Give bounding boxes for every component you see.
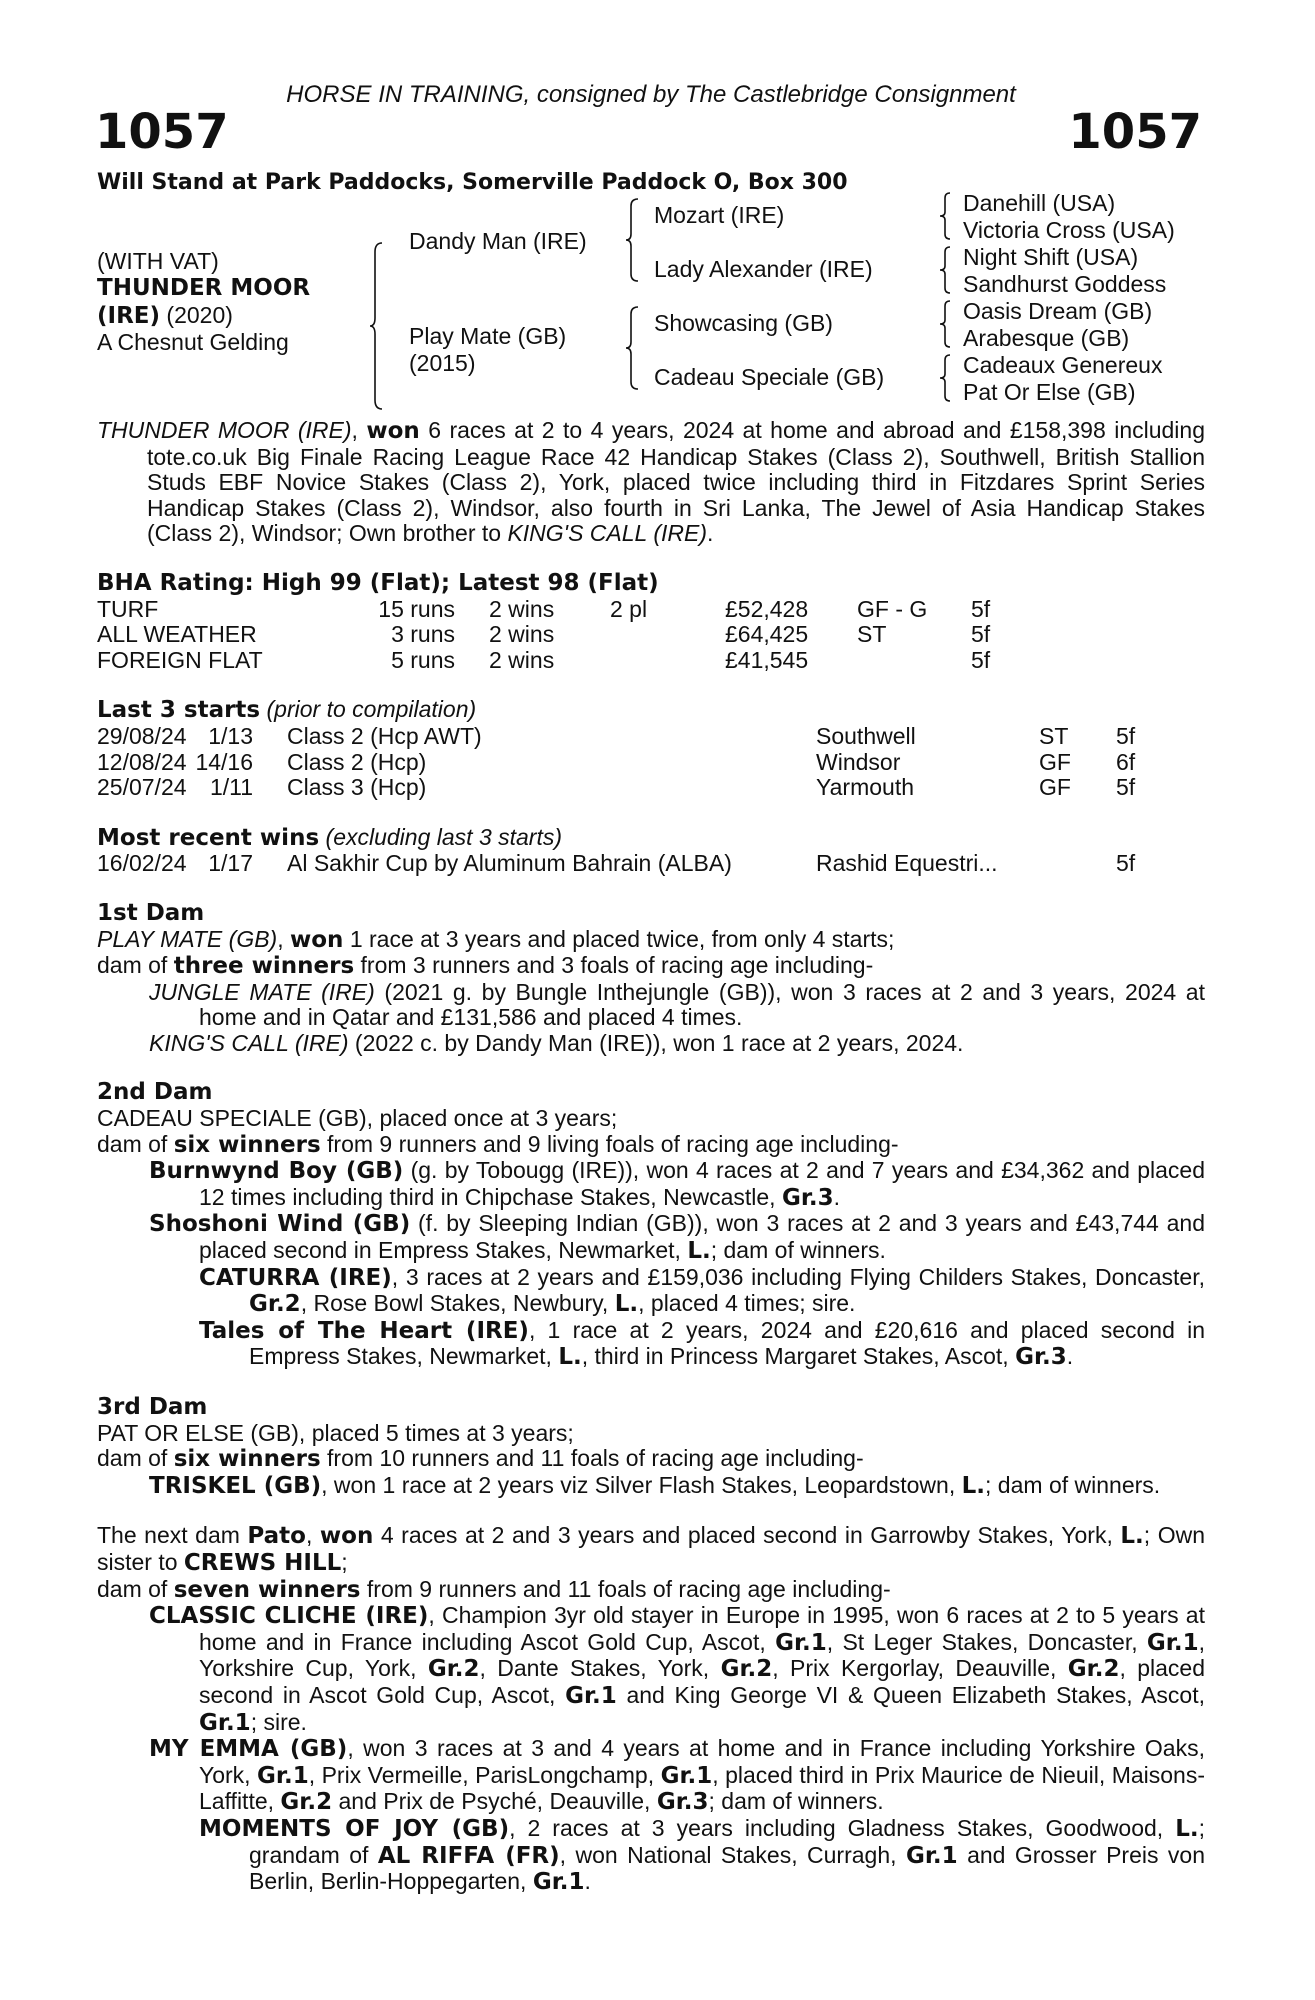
next-dam-produce: dam of seven winners from 9 runners and 11 foals of racing age including- <box>97 1575 891 1603</box>
race-summary: THUNDER MOOR (IRE), won 6 races at 2 to 4 years, 2024 at home and abroad and £158,398 including tote.co.uk Big Finale Racing League Race 42 Handicap Stakes (Class 2), Southwell, British Stallion Studs EBF Novice Stakes (Class 2), York, placed twice including third in Fitzdares Sprint Series Handicap Stakes (Class 2), Windsor, also fourth in Sri Lanka, The Jewel of Asia Handicap Stakes (Class 2), Windsor; Own brother to KING'S CALL (IRE). <box>97 417 1205 547</box>
grand-produce-item: Tales of The Heart (IRE), 1 race at 2 years, 2024 and £20,616 and placed second in Empress Stakes, Newmarket, L., third in Princess Margaret Stakes, Ascot, Gr.3. <box>199 1316 1205 1371</box>
brace-g3-3 <box>939 300 951 348</box>
next-dam-section <box>97 1523 1205 1895</box>
produce-item: KING'S CALL (IRE) (2022 c. by Dandy Man (IRE)), won 1 race at 2 years, 2024. <box>149 1029 964 1056</box>
third-dam-record: PAT OR ELSE (GB), placed 5 times at 3 years; <box>97 1419 574 1446</box>
pedigree-sire-sire: Mozart (IRE) <box>654 202 785 228</box>
catalogue-page <box>97 80 1205 1896</box>
pedigree-g3-2: Victoria Cross (USA) <box>963 217 1175 243</box>
pedigree-g3-1: Danehill (USA) <box>963 190 1116 216</box>
produce-item: JUNGLE MATE (IRE) (2021 g. by Bungle Inthejungle (GB)), won 3 races at 2 and 3 years, 2024 at home and in Qatar and £131,586 and placed 4 times. <box>149 978 1205 1031</box>
pedigree-dam-sire: Showcasing (GB) <box>654 310 833 336</box>
consignor-line: HORSE IN TRAINING, consigned by The Castlebridge Consignment <box>286 81 1016 108</box>
last-starts-section <box>97 697 1205 800</box>
second-dam-record: CADEAU SPECIALE (GB), placed once at 3 years; <box>97 1105 618 1132</box>
second-dam-section <box>97 1080 1205 1371</box>
start-row: 12/08/24 14/16 Class 2 (Hcp) Windsor GF 6f <box>97 748 1136 775</box>
lot-number-left: 1057 <box>95 104 229 160</box>
pedigree-g3-5: Oasis Dream (GB) <box>963 298 1153 324</box>
second-dam-produce: dam of six winners from 9 runners and 9 living foals of racing age including- <box>97 1130 899 1158</box>
start-row: 29/08/24 1/13 Class 2 (Hcp AWT) Southwell ST 5f <box>97 722 1136 749</box>
produce-item: MY EMMA (GB), won 3 races at 3 and 4 years at home and in France including Yorkshire Oaks, York, Gr.1, Prix Vermeille, ParisLongchamp, Gr.1, placed third in Prix Maurice de Nieuil, Maisons-Laffitte, Gr.2 and Prix de Psyché, Deauville, Gr.3; dam of winners. <box>149 1735 1205 1816</box>
brace-dam-parents <box>625 306 639 390</box>
pedigree-sire: Dandy Man (IRE) <box>409 228 587 254</box>
first-dam-section <box>97 901 1205 1057</box>
pedigree-g3-8: Pat Or Else (GB) <box>963 379 1136 405</box>
grand-produce-item: MOMENTS OF JOY (GB), 2 races at 3 years including Gladness Stakes, Goodwood, L.; grandam of AL RIFFA (FR), won National Stakes, Curragh, Gr.1 and Grosser Preis von Berlin, Berlin-Hoppegarten, Gr.1. <box>199 1814 1205 1896</box>
lot-number-right: 1057 <box>1068 104 1202 160</box>
rating-row: ALL WEATHER 3 runs 2 wins £64,425 ST 5f <box>97 621 991 648</box>
brace-sire-parents <box>625 198 639 282</box>
pedigree-g3-7: Cadeaux Genereux <box>963 352 1163 378</box>
pedigree-sire-dam: Lady Alexander (IRE) <box>654 256 873 282</box>
rating-title: BHA Rating: High 99 (Flat); Latest 98 (Flat) <box>97 569 659 596</box>
stand-location: Will Stand at Park Paddocks, Somerville Paddock O, Box 300 <box>97 170 848 195</box>
third-dam-produce: dam of six winners from 10 runners and 11 foals of racing age including- <box>97 1445 864 1473</box>
produce-item: Burnwynd Boy (GB) (g. by Tobougg (IRE)), won 4 races at 2 and 7 years and £34,362 and placed 12 times including third in Chipchase Stakes, Newcastle, Gr.3. <box>149 1157 1205 1211</box>
horse-description: A Chesnut Gelding <box>97 329 289 355</box>
pedigree-g3-3: Night Shift (USA) <box>963 244 1139 270</box>
first-dam-title: 1st Dam <box>97 899 205 926</box>
produce-item: CLASSIC CLICHE (IRE), Champion 3yr old stayer in Europe in 1995, won 6 races at 2 to 5 years at home and in France including Ascot Gold Cup, Ascot, Gr.1, St Leger Stakes, Doncaster, Gr.1, Yorkshire Cup, York, Gr.2, Dante Stakes, York, Gr.2, Prix Kergorlay, Deauville, Gr.2, placed second in Ascot Gold Cup, Ascot, Gr.1 and King George VI & Queen Elizabeth Stakes, Ascot, Gr.1; sire. <box>149 1602 1205 1736</box>
rating-table <box>97 597 1205 674</box>
pedigree-dam-dam: Cadeau Speciale (GB) <box>654 364 885 390</box>
grand-produce-item: CATURRA (IRE), 3 races at 2 years and £159,036 including Flying Childers Stakes, Doncaster, Gr.2, Rose Bowl Stakes, Newbury, L., placed 4 times; sire. <box>199 1263 1205 1318</box>
horse-name-suffix: (IRE) (2020) <box>97 302 233 329</box>
pedigree-g3-6: Arabesque (GB) <box>963 325 1130 351</box>
pedigree-dam: Play Mate (GB) <box>409 323 567 349</box>
pedigree-g3-4: Sandhurst Goddess <box>963 271 1167 297</box>
third-dam-section <box>97 1395 1205 1499</box>
brace-g3-4 <box>939 354 951 402</box>
horse-name: THUNDER MOOR <box>97 275 311 301</box>
rating-section <box>97 571 1205 673</box>
produce-item: TRISKEL (GB), won 1 race at 2 years viz Silver Flash Stakes, Leopardstown, L.; dam of winners. <box>149 1471 1161 1499</box>
brace-g3-2 <box>939 246 951 294</box>
first-dam-produce: dam of three winners from 3 runners and 3 foals of racing age including- <box>97 952 874 980</box>
vat-label: (WITH VAT) <box>97 248 219 274</box>
third-dam-title: 3rd Dam <box>97 1394 208 1420</box>
first-dam-record: PLAY MATE (GB), won 1 race at 3 years and placed twice, from only 4 starts; <box>97 925 895 953</box>
next-dam-record: The next dam Pato, won 4 races at 2 and 3 years and placed second in Garrowby Stakes, York, L.; Own sister to CREWS HILL; <box>97 1522 1205 1576</box>
recent-win-row: 16/02/24 1/17 Al Sakhir Cup by Aluminum Bahrain (ALBA) Rashid Equestri... 5f <box>97 850 1136 877</box>
pedigree-dam-year: (2015) <box>409 350 476 376</box>
lot-number-row <box>95 104 1205 166</box>
brace-g3-1 <box>939 192 951 240</box>
brace-sire-dam <box>369 242 383 410</box>
recent-wins-section <box>97 825 1205 877</box>
pedigree-block <box>97 190 1205 410</box>
recent-wins-title: Most recent wins (excluding last 3 starts) <box>97 823 563 851</box>
second-dam-title: 2nd Dam <box>97 1079 213 1106</box>
rating-row: FOREIGN FLAT 5 runs 2 wins £41,545 5f <box>97 646 991 673</box>
rating-row: TURF 15 runs 2 wins 2 pl £52,428 GF - G 5f <box>97 595 991 622</box>
produce-item: Shoshoni Wind (GB) (f. by Sleeping Indian (GB)), won 3 races at 2 and 3 years and £43,744 and placed second in Empress Stakes, Newmarket, L.; dam of winners. <box>149 1210 1205 1265</box>
start-row: 25/07/24 1/11 Class 3 (Hcp) Yarmouth GF 5f <box>97 774 1136 801</box>
last-starts-title: Last 3 starts (prior to compilation) <box>97 696 477 724</box>
